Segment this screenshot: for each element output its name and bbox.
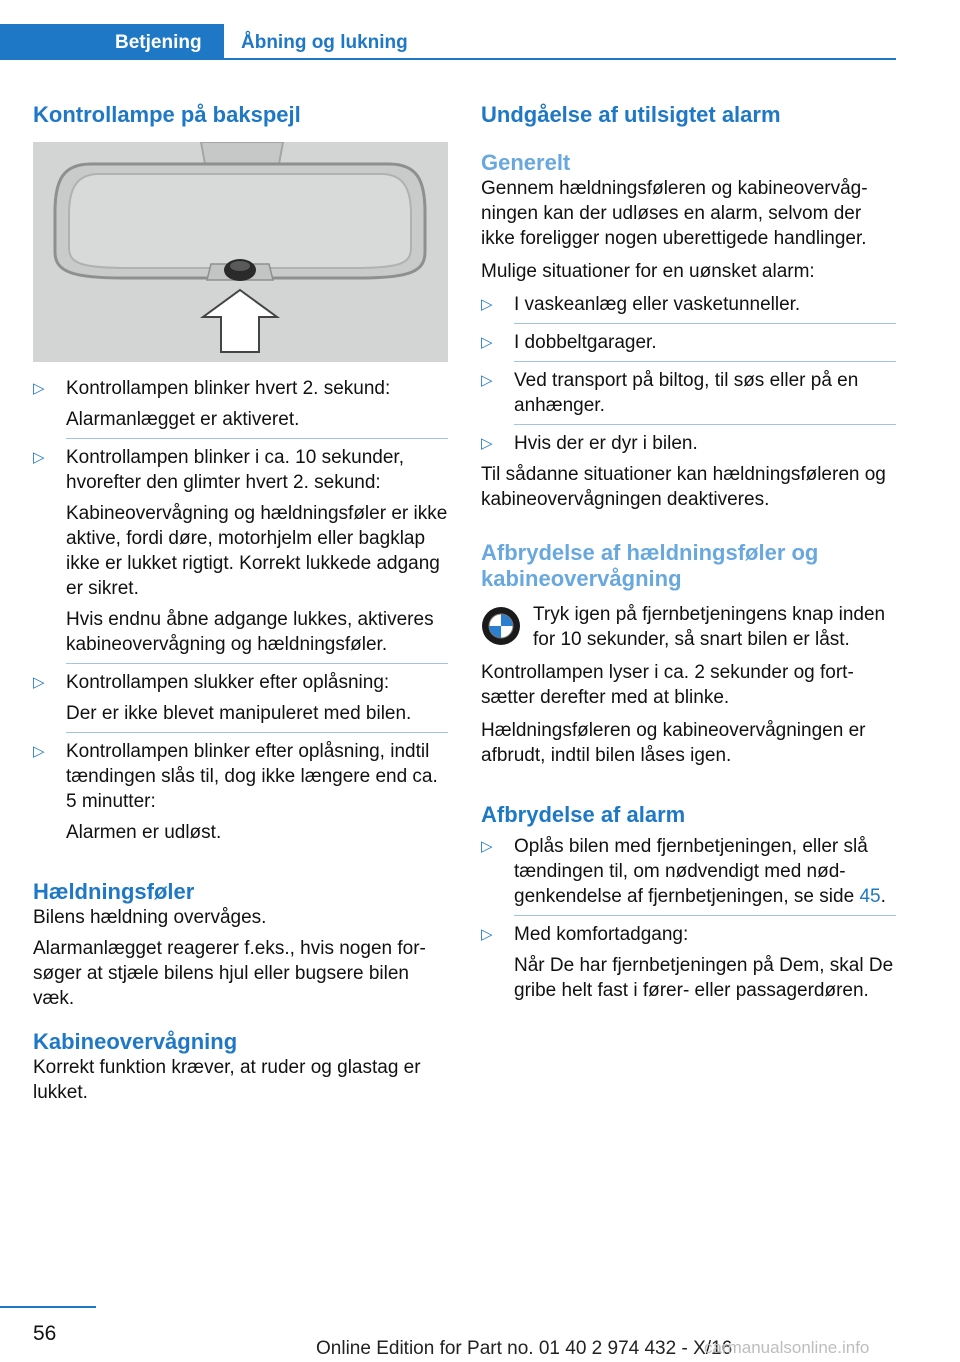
- triangle-right-icon: ▷: [481, 334, 493, 351]
- situation-list: [481, 292, 896, 456]
- mirror-icon: [33, 142, 448, 362]
- paragraph: Kontrollampen lyser i ca. 2 sekunder og fortsætter derefter med at blinke.: [481, 662, 854, 708]
- list-divider: [514, 323, 896, 324]
- list-item: ▷ I vaskeanlæg eller vasketunneller.: [481, 294, 801, 315]
- section-title-false-alarm: Undgåelse af utilsigtet alarm: [481, 102, 781, 127]
- tab-abning-og-lukning[interactable]: Åbning og lukning: [241, 32, 408, 53]
- list-item: ▷ Kontrollampen blinker i ca. 10 sekunder, hvorefter den glimter hvert 2. sekund: Kabineovervågning og hældningsføler er ikke aktive, fordi døre, motorhjelm eller bagklap ikke er lukket rigtigt. Korrekt lukkede adgang er sikret. Hvis endnu åbne adgange lukkes, aktiveres kabineovervågning og hældningsføler.: [33, 447, 448, 655]
- paragraph: Korrekt funktion kræver, at ruder og glastag er lukket.: [33, 1057, 421, 1103]
- list-item: ▷ Hvis der er dyr i bilen.: [481, 433, 698, 454]
- header-divider: [224, 58, 896, 60]
- bmw-logo-icon: [481, 606, 521, 646]
- triangle-right-icon: ▷: [33, 380, 45, 397]
- rear-mirror-illustration: [33, 142, 448, 362]
- triangle-right-icon: ▷: [481, 435, 493, 452]
- list-item: ▷ Kontrollampen blinker efter oplåsning, indtil tændingen slås til, dog ikke længere end ca. 5 minutter: Alarmen er udløst.: [33, 741, 438, 843]
- paragraph: Til sådanne situationer kan hældningsføleren og kabineovervågningen deaktiveres.: [481, 464, 886, 510]
- tab-betjening[interactable]: Betjening: [0, 24, 224, 60]
- header-tabbar: [0, 24, 960, 60]
- paragraph: Mulige situationer for en uønsket alarm:: [481, 261, 815, 282]
- page-number: 56: [33, 1322, 57, 1345]
- list-divider: [514, 915, 896, 916]
- triangle-right-icon: ▷: [33, 743, 45, 760]
- lamp-status-list: [33, 376, 448, 845]
- paragraph: Alarmanlægget reagerer f.eks., hvis nogen forsøger at stjæle bilens hjul eller bugsere bilen væk.: [33, 938, 426, 1009]
- list-divider: [514, 361, 896, 362]
- page-link[interactable]: 45: [859, 886, 881, 907]
- alarm-list: [481, 834, 896, 1003]
- list-divider: [66, 732, 448, 733]
- paragraph: Gennem hældningsføleren og kabineovervågningen kan der udløses en alarm, selvom der ikke foreligger nogen uberettigede handlinger.: [481, 178, 868, 249]
- right-column: [481, 100, 896, 1003]
- heading-interrupt-alarm: Afbrydelse af alarm: [481, 802, 686, 827]
- triangle-right-icon: ▷: [481, 296, 493, 313]
- edition-footer: Online Edition for Part no. 01 40 2 974 432 - X/16: [316, 1338, 733, 1359]
- list-item: ▷ I dobbeltgarager.: [481, 332, 657, 353]
- heading-general: Generelt: [481, 150, 571, 175]
- paragraph: Hældningsføleren og kabineovervågningen er afbrudt, indtil bilen låses igen.: [481, 720, 866, 766]
- paragraph: Bilens hældning overvåges.: [33, 907, 267, 928]
- heading-cabin-monitoring: Kabineovervågning: [33, 1029, 238, 1054]
- logo-paragraph: [481, 602, 896, 652]
- heading-tilt-sensor: Hældningsføler: [33, 879, 195, 904]
- list-item: ▷ Oplås bilen med fjernbetjeningen, eller slå tændingen til, om nødvendigt med nødgenkendelse af fjernbetjeningen, se side 45.: [481, 836, 886, 907]
- list-divider: [514, 424, 896, 425]
- heading-interrupt-sensor: Afbrydelse af hældningsføler og kabineovervågning: [481, 540, 819, 591]
- page-number-rule: [0, 1306, 96, 1308]
- triangle-right-icon: ▷: [481, 372, 493, 389]
- triangle-right-icon: ▷: [33, 449, 45, 466]
- list-divider: [66, 438, 448, 439]
- list-divider: [66, 663, 448, 664]
- list-item: ▷ Ved transport på biltog, til søs eller på en anhænger.: [481, 370, 859, 416]
- list-item: ▷ Kontrollampen slukker efter oplåsning: Der er ikke blevet manipuleret med bilen.: [33, 672, 412, 724]
- list-item: ▷ Kontrollampen blinker hvert 2. sekund: Alarmanlægget er aktiveret.: [33, 378, 391, 430]
- list-item: ▷ Med komfortadgang: Når De har fjernbetjeningen på Dem, skal De gribe helt fast i fører- eller passagerdøren.: [481, 924, 894, 1001]
- paragraph: Tryk igen på fjernbetjeningens knap inden for 10 sekunder, så snart bilen er låst.: [533, 604, 886, 650]
- section-title-rear-mirror: Kontrollampe på bakspejl: [33, 102, 301, 127]
- triangle-right-icon: ▷: [33, 674, 45, 691]
- triangle-right-icon: ▷: [481, 926, 493, 943]
- left-column: [33, 100, 448, 1105]
- triangle-right-icon: ▷: [481, 838, 493, 855]
- watermark: carmanualsonline.info: [704, 1338, 870, 1357]
